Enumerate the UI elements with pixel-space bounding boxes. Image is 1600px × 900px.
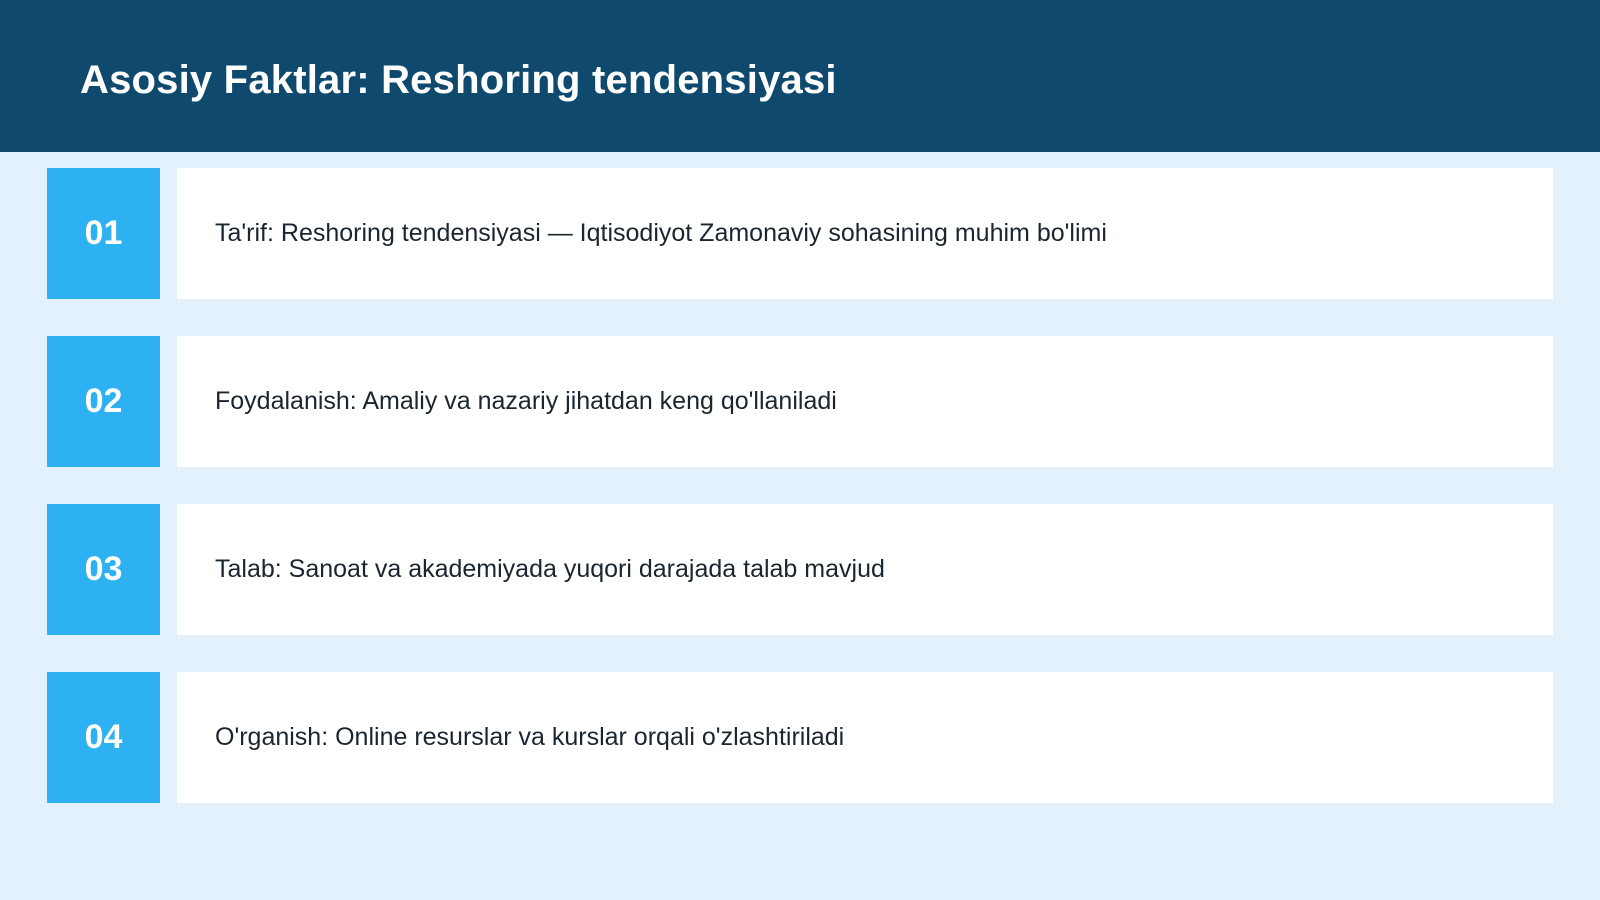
fact-row (47, 672, 1553, 803)
fact-text: Talab: Sanoat va akademiyada yuqori darajada talab mavjud (215, 555, 885, 583)
fact-card (177, 168, 1553, 299)
fact-number: 02 (84, 382, 123, 420)
fact-number-box (47, 336, 160, 467)
fact-card (177, 672, 1553, 803)
fact-number-box (47, 672, 160, 803)
fact-number: 01 (84, 214, 123, 252)
fact-text: O'rganish: Online resurslar va kurslar orqali o'zlashtiriladi (215, 723, 845, 751)
fact-card (177, 504, 1553, 635)
fact-row (47, 168, 1553, 299)
header-banner (0, 0, 1600, 152)
fact-card (177, 336, 1553, 467)
fact-text: Foydalanish: Amaliy va nazariy jihatdan keng qo'llaniladi (215, 387, 837, 415)
slide-title: Asosiy Faktlar: Reshoring tendensiyasi (80, 58, 837, 102)
fact-number: 04 (84, 718, 123, 756)
fact-number: 03 (84, 550, 123, 588)
fact-number-box (47, 504, 160, 635)
fact-text: Ta'rif: Reshoring tendensiyasi — Iqtisodiyot Zamonaviy sohasining muhim bo'limi (215, 219, 1107, 247)
fact-row (47, 504, 1553, 635)
fact-row (47, 336, 1553, 467)
fact-number-box (47, 168, 160, 299)
